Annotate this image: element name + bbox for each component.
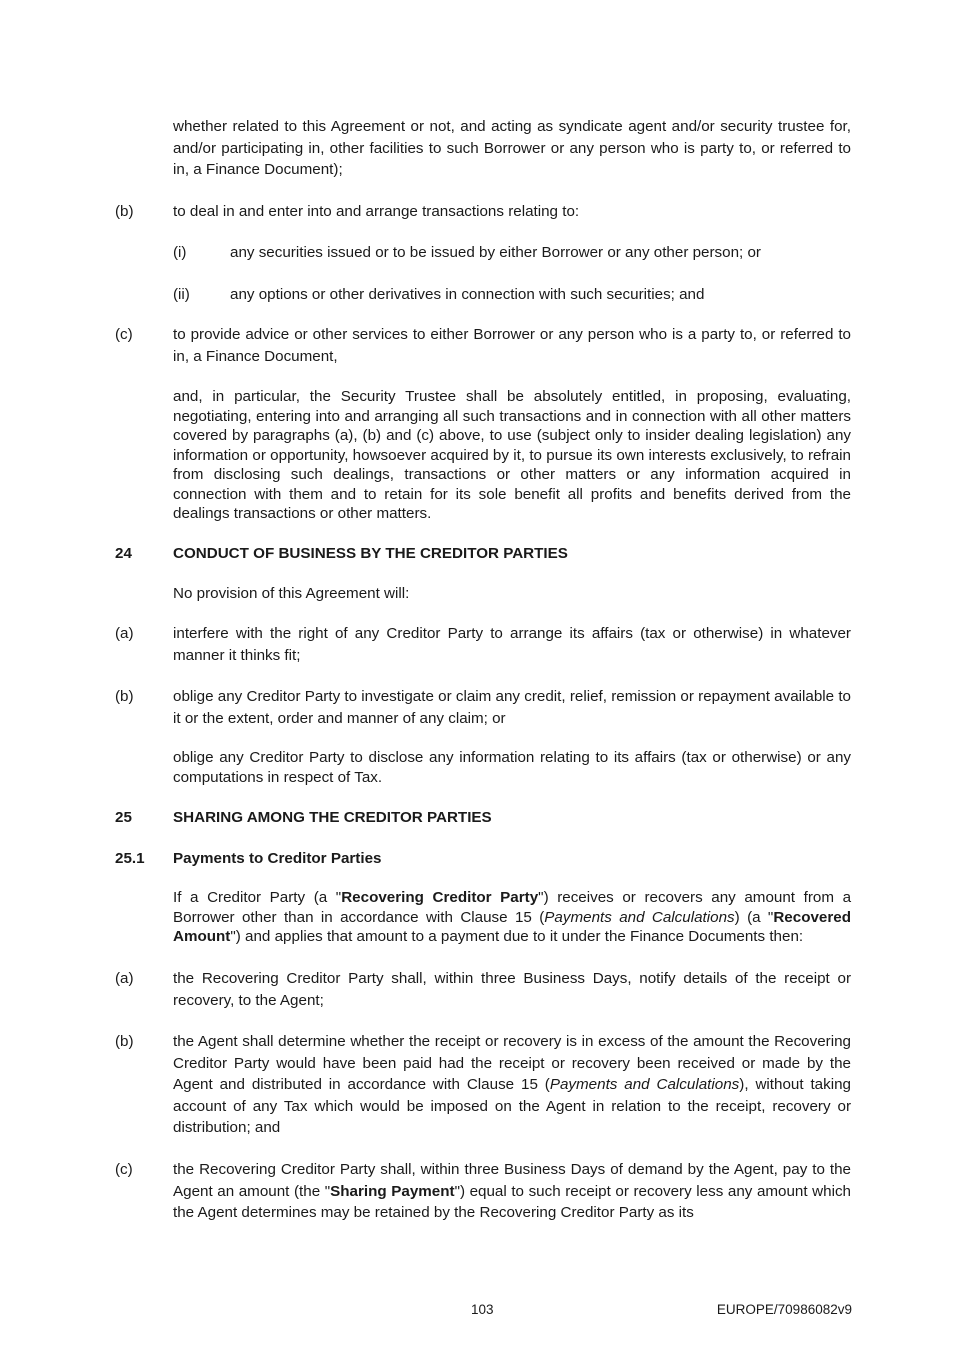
clause-reference: Payments and Calculations bbox=[544, 908, 735, 926]
closing-paragraph: and, in particular, the Security Trustee shall be absolutely entitled, in proposing, evaluating, negotiating, entering into and arranging all such transactions and in connection with all other matters covered by paragraphs (a), (b) and (c) above, to use (subject only to insider dealing legislation) any information or opportunity, howsoever acquired by it, to pursue its own interests exclusively, to refrain from disclosing such dealings, transactions or other matters or any information acquired in connection with them and to retain for its sole benefit all profits and benefits derived from the dealings transactions or other matters. bbox=[173, 388, 851, 522]
clause-24-b-text: oblige any Creditor Party to investigate or claim any credit, relief, remission or repayment available to it or the extent, order and manner of any claim; or bbox=[173, 688, 851, 727]
clause-reference: Payments and Calculations bbox=[549, 1076, 740, 1093]
defined-term-recovered-amount: Recovered Amount bbox=[173, 908, 851, 945]
item-b-i-label: (i) bbox=[173, 244, 187, 261]
intro-continuation: whether related to this Agreement or not, and acting as syndicate agent and/or security trustee for, and/or participating in, other facilities to such Borrower or any person who is party to, or referred to in, a Finance Document); bbox=[173, 118, 851, 178]
page-number: 103 bbox=[471, 1302, 494, 1317]
intro-part-2: ") receives or recovers any amount from a Borrower other than in accordance with Clause 15 ( bbox=[173, 889, 852, 926]
clause-24-number: 24 bbox=[115, 545, 132, 562]
clause-24-a-text: interfere with the right of any Creditor Party to arrange its affairs (tax or otherwise) in whatever manner it thinks fit; bbox=[173, 625, 851, 664]
clause-25-1-c-text bbox=[173, 1159, 851, 1224]
clause-25-1-heading: Payments to Creditor Parties bbox=[173, 850, 382, 867]
c-part-1: the Recovering Creditor Party shall, within three Business Days of demand by the Agent, pay to the Agent an amount (the " bbox=[173, 1161, 851, 1200]
item-b-ii-label: (ii) bbox=[173, 286, 190, 303]
intro-part-4: ") and applies that amount to a payment due to it under the Finance Documents then: bbox=[230, 928, 804, 945]
clause-24-b-label: (b) bbox=[115, 688, 134, 705]
item-b-ii-text: any options or other derivatives in connection with such securities; and bbox=[230, 286, 705, 303]
item-c-text: to provide advice or other services to either Borrower or any person who is a party to, or referred to in, a Finance Document, bbox=[173, 326, 851, 365]
clause-25-1-intro bbox=[173, 888, 851, 947]
clause-25-1-b-label: (b) bbox=[115, 1033, 134, 1050]
clause-25-1-a-text: the Recovering Creditor Party shall, within three Business Days, notify details of the receipt or recovery, to the Agent; bbox=[173, 970, 851, 1009]
clause-25-heading: SHARING AMONG THE CREDITOR PARTIES bbox=[173, 809, 492, 826]
defined-term-sharing-payment: Sharing Payment bbox=[330, 1182, 455, 1200]
b-part-1: the Agent shall determine whether the receipt or recovery is in excess of the amount the Recovering Creditor Party would have been paid had the receipt or recovery been received or made by the Agent and distributed in accordance with Clause 15 ( bbox=[173, 1033, 851, 1093]
clause-25-1-a-label: (a) bbox=[115, 970, 134, 987]
item-b-label: (b) bbox=[115, 203, 134, 220]
document-reference: EUROPE/70986082v9 bbox=[716, 1302, 852, 1317]
clause-25-1-b-text bbox=[173, 1031, 851, 1139]
b-part-2: ), without taking account of any Tax which would be imposed on the Agent in relation to the receipt, recovery or distribution; and bbox=[173, 1076, 851, 1136]
clause-24-trailing: oblige any Creditor Party to disclose any information relating to its affairs (tax or otherwise) or any computations in respect of Tax. bbox=[173, 749, 851, 786]
intro-part-1: If a Creditor Party (a " bbox=[173, 889, 342, 906]
clause-24-a-label: (a) bbox=[115, 625, 134, 642]
clause-24-intro: No provision of this Agreement will: bbox=[173, 585, 410, 602]
c-part-2: ") equal to such receipt or recovery less any amount which the Agent determines may be retained by the Recovering Creditor Party as its bbox=[173, 1182, 852, 1221]
intro-part-3: ) (a " bbox=[734, 908, 774, 926]
item-b-text: to deal in and enter into and arrange transactions relating to: bbox=[173, 203, 580, 220]
defined-term-recovering-creditor-party: Recovering Creditor Party bbox=[341, 889, 539, 906]
clause-24-heading: CONDUCT OF BUSINESS BY THE CREDITOR PARTIES bbox=[173, 545, 568, 562]
clause-25-1-c-label: (c) bbox=[115, 1161, 133, 1178]
item-c-label: (c) bbox=[115, 326, 133, 343]
clause-25-1-number: 25.1 bbox=[115, 850, 145, 867]
clause-25-number: 25 bbox=[115, 809, 132, 826]
item-b-i-text: any securities issued or to be issued by either Borrower or any other person; or bbox=[230, 244, 761, 261]
